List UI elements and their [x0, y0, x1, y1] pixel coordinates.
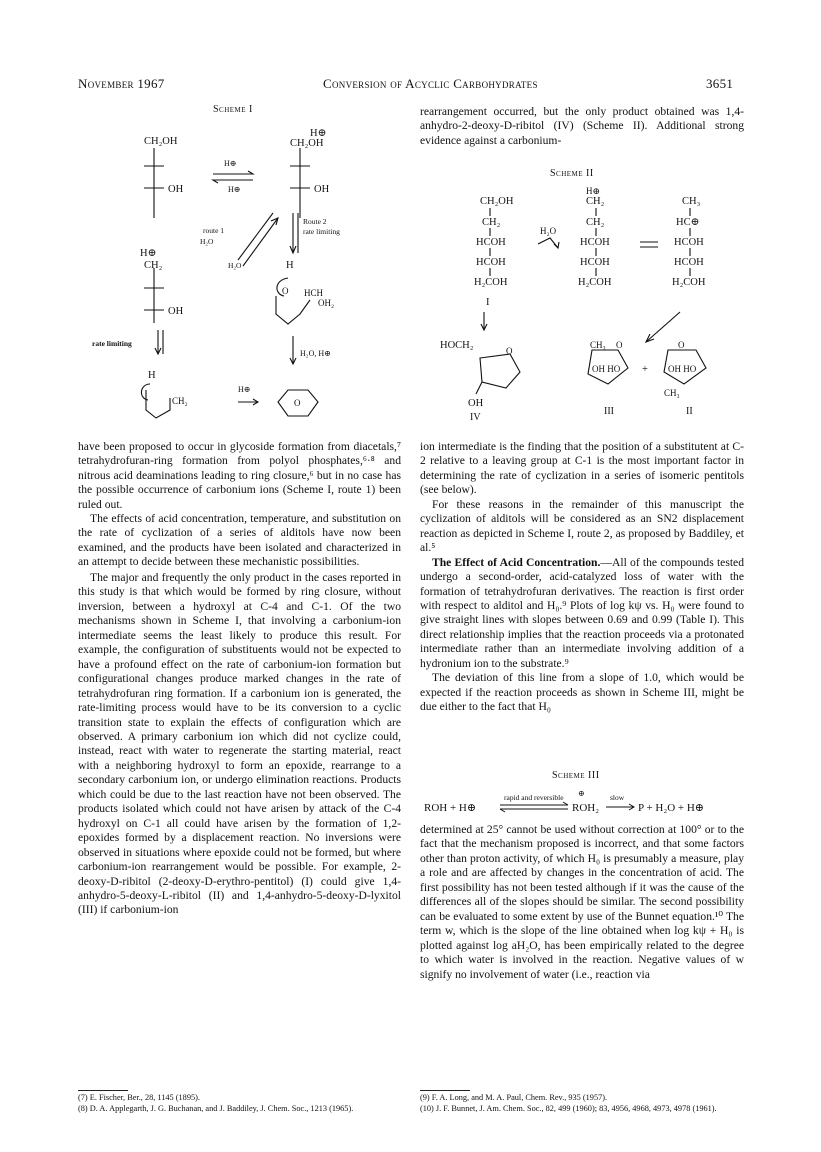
right-paragraph-4: The deviation of this line from a slope of 1.0, which would be expected if the reaction proceeds as shown in Scheme III, might be due either to the fact that H₀ — [420, 671, 744, 714]
s2-o-IV: O — [506, 346, 513, 356]
s2-ch3-III: CH₃ — [590, 340, 606, 350]
footnote-10: (10) J. F. Bunnet, J. Am. Chem. Soc., 82, 499 (1960); 83, 4956, 4968, 4973, 4978 (1961). — [420, 1104, 717, 1113]
s3-products: P + H₂O + H⊕ — [638, 802, 704, 814]
s2-ch2-plus: CH₂ — [586, 196, 605, 207]
s1-hch: HCH — [304, 288, 324, 298]
s1-h2o-route1: H₂O — [200, 237, 214, 246]
right-paragraph-1: ion intermediate is the finding that the position of a substitutent at C-2 relative to a leaving group at C-1 is the most important factor in determining the rate of cyclization in a series of isomeric pentitols (see below). — [420, 440, 744, 497]
footnote-rule-left — [78, 1090, 128, 1091]
s2-hcoh-5: HCOH — [674, 237, 704, 248]
s1-h2o-under: H₂O — [228, 261, 242, 270]
s2-hcoh-1: HCOH — [476, 237, 506, 248]
s2-h2coh-3: H₂COH — [672, 277, 706, 288]
s2-label-IV: IV — [470, 412, 481, 423]
s1-ch2oh-1: CH₂OH — [144, 136, 178, 147]
s2-hc-plus: HC⊕ — [676, 217, 700, 228]
page-number: 3651 — [706, 76, 734, 91]
s2-o-II: O — [678, 340, 685, 350]
left-paragraph-3: The major and frequently the only product in the cases reported in this study is that which would be formed by ring closure, without inversion, between a hydroxyl at C-4 and C-1. Of the two mechanisms shown in Scheme I, that involving a carbonium-ion intermediate seems the least likely to produce this result. For example, the configuration of substituents would not be expected to have a profound effect on the rate of carbonium-ion formation but configurational changes produce marked changes in the rate of tetrahydrofuran ring formation. If a carbonium ion is generated, the rate-limiting process would have to be its conversion to a cyclic transition state to explain the effects of configuration which are observed. A primary carbonium ion which did not cyclize could, instead, react with water to regenerate the starting material, react with a neighboring hydroxyl to form an epoxide, rearrange to a secondary carbonium ion, or undergo elimination reactions. Products which could be due to the last reaction have not been observed. The products isolated which could not have arisen by attack of the C-4 hydroxyl on C-1 all could have arisen by the formation of 1,2-epoxides formed by a displacement reaction. No inversions were observed in situations where epoxide could not be formed, but where carbonium-ion rearrangement would be possible. For example, 2-deoxy-D-ribitol (2-deoxy-D-erythro-pentitol) (I) could give 1,4-anhydro-5-deoxy-L-ribitol (II) and 1,4-anhydro-5-deoxy-D-lyxitol (III) if carbonium-ion — [78, 571, 401, 917]
s2-ch3-II: CH₃ — [664, 388, 680, 398]
right-paragraph-3 — [420, 556, 744, 672]
right-footnotes — [420, 1092, 744, 1114]
s1-o-right: O — [282, 286, 289, 296]
s2-ch3: CH₃ — [682, 196, 701, 207]
s1-hplus-bottom-arrow: H⊕ — [238, 385, 251, 394]
s2-hcoh-4: HCOH — [580, 257, 610, 268]
s2-hcoh-6: HCOH — [674, 257, 704, 268]
s2-label-I: I — [486, 297, 490, 308]
s3-roh2: ROH₂ — [572, 802, 600, 814]
running-header-left: November 1967 — [78, 76, 165, 91]
s1-h-right: H — [286, 260, 294, 271]
scheme2-diagram — [420, 182, 750, 427]
s2-oplus: H⊕ — [586, 186, 601, 196]
s1-oplus: H⊕ — [140, 248, 157, 259]
s1-oh2: OH₂ — [318, 298, 335, 308]
s2-ohho-III: OH HO — [592, 364, 621, 374]
s1-ch2-bottom: CH₂ — [172, 396, 188, 406]
s1-h2o-hplus: H₂O, H⊕ — [300, 349, 331, 358]
s1-ch2-plus: CH₂ — [144, 260, 163, 271]
s1-hplus-bottom: H⊕ — [228, 185, 241, 194]
s1-h-oplus: H⊕ — [310, 128, 327, 139]
s2-hcoh-2: HCOH — [476, 257, 506, 268]
section-heading-acid: The Effect of Acid Concentration. — [432, 555, 601, 569]
s3-oplus: ⊕ — [578, 789, 585, 798]
left-column-2 — [78, 512, 401, 570]
s1-ch2oh-2: CH₂OH — [290, 138, 324, 149]
s2-label-II: II — [686, 406, 693, 417]
s2-plus: + — [642, 364, 648, 375]
left-column — [78, 440, 401, 512]
s2-h2o: H₂O — [540, 226, 557, 236]
running-header-title: Conversion of Acyclic Carbohydrates — [323, 76, 538, 91]
right-column — [420, 440, 744, 715]
s2-oh-IV: OH — [468, 398, 484, 409]
s1-route2: Route 2 — [303, 217, 327, 226]
s1-rate-limiting-left: rate limiting — [92, 339, 132, 348]
right-column-top — [420, 105, 744, 148]
right-paragraph-top: rearrangement occurred, but the only product obtained was 1,4-anhydro-2-deoxy-D-ribitol (IV) (Scheme II). Additional strong evidence against a carbonium- — [420, 105, 744, 147]
s2-ohho-II: OH HO — [668, 364, 697, 374]
s2-hoch2: HOCH₂ — [440, 340, 474, 351]
scheme3-equation — [420, 780, 750, 820]
footnote-8: (8) D. A. Applegarth, J. G. Buchanan, and J. Baddiley, J. Chem. Soc., 1213 (1965). — [78, 1104, 354, 1113]
right-paragraph-5: determined at 25° cannot be used without correction at 100° or to the fact that the mechanism proposed is incorrect, and that some factors other than proton activity, of which H₀ is presumably a measure, play a role and are affected by changes in the concentration of acid. The first possibility has not been tested although if it was the cause of the differences all of the slopes should be similar. The second possibility can be evaluated to some extent by use of the Bunnet equation.¹⁰ The term w, which is the slope of the line obtained when log kψ + H₀ is plotted against log aH₂O, has been empirically related to the degree to which water is involved in the reaction. Negative values of w signify no involvement of water (i.e., reaction via — [420, 823, 744, 981]
scheme1-title: Scheme I — [213, 104, 253, 115]
scheme1-diagram — [78, 118, 408, 428]
s2-ch2: CH₂ — [482, 217, 501, 228]
s2-h2coh-2: H₂COH — [578, 277, 612, 288]
footnote-7: (7) E. Fischer, Ber., 28, 1145 (1895). — [78, 1093, 200, 1102]
left-paragraph-2: The effects of acid concentration, temperature, and substitution on the rate of cyclization of a series of alditols have now been examined, and the products have been isolated and characterized in an attempt to decide between these mechanistic possibilities. — [78, 512, 401, 569]
s1-o-ring: O — [294, 398, 301, 408]
s1-h-bottom: H — [148, 370, 156, 381]
s1-route1: route 1 — [203, 226, 225, 235]
s2-h2coh-1: H₂COH — [474, 277, 508, 288]
s2-label-III: III — [604, 406, 614, 417]
s3-roh: ROH + H⊕ — [424, 802, 477, 814]
s2-ch2-b: CH₂ — [586, 217, 605, 228]
scheme2-title: Scheme II — [550, 168, 594, 179]
left-paragraph-1: have been proposed to occur in glycoside formation from diacetals,⁷ tetrahydrofuran-ring formation from polyol phosphates,⁶·⁸ and nitrous acid deaminations leading to ring closure,⁶ but in no case has the possible occurrence of carbonium ions (Scheme I, route 1) been ruled out. — [78, 440, 401, 511]
s1-oh-3: OH — [168, 306, 184, 317]
footnote-rule-right — [420, 1090, 470, 1091]
right-column-2 — [420, 823, 744, 982]
s2-hcoh-3: HCOH — [580, 237, 610, 248]
s1-hplus-top: H⊕ — [224, 159, 237, 168]
left-column-3 — [78, 571, 401, 918]
right-paragraph-2: For these reasons in the remainder of this manuscript the cyclization of alditols will be considered as an SN2 displacement reaction as depicted in Scheme I, route 2, as proposed by Baddiley, et al.⁵ — [420, 497, 744, 555]
s1-oh-1: OH — [168, 184, 184, 195]
footnote-9: (9) F. A. Long, and M. A. Paul, Chem. Rev., 935 (1957). — [420, 1093, 608, 1102]
s2-o-III: O — [616, 340, 623, 350]
s1-rate-limiting: rate limiting — [303, 227, 340, 236]
s3-slow: slow — [610, 793, 625, 802]
scheme3-title: Scheme III — [552, 770, 600, 781]
s3-rapid: rapid and reversible — [504, 793, 564, 802]
s1-oh-2: OH — [314, 184, 330, 195]
left-footnotes — [78, 1092, 401, 1114]
right-paragraph-3-text: —All of the compounds tested undergo a second-order, acid-catalyzed loss of water with the formation of tetrahydrofuran derivatives. The reaction is first order with respect to alditol and H₀.⁹ Plots of log kψ vs. H₀ were found to give straight lines with slopes between 0.69 and 0.99 (Table I). This direct relationship implies that the reaction proceeds via a protonated intermediate rather than an intermediate involving addition of a hydronium ion to the substrate.⁹ — [420, 555, 745, 670]
s2-ch2oh: CH₂OH — [480, 196, 514, 207]
